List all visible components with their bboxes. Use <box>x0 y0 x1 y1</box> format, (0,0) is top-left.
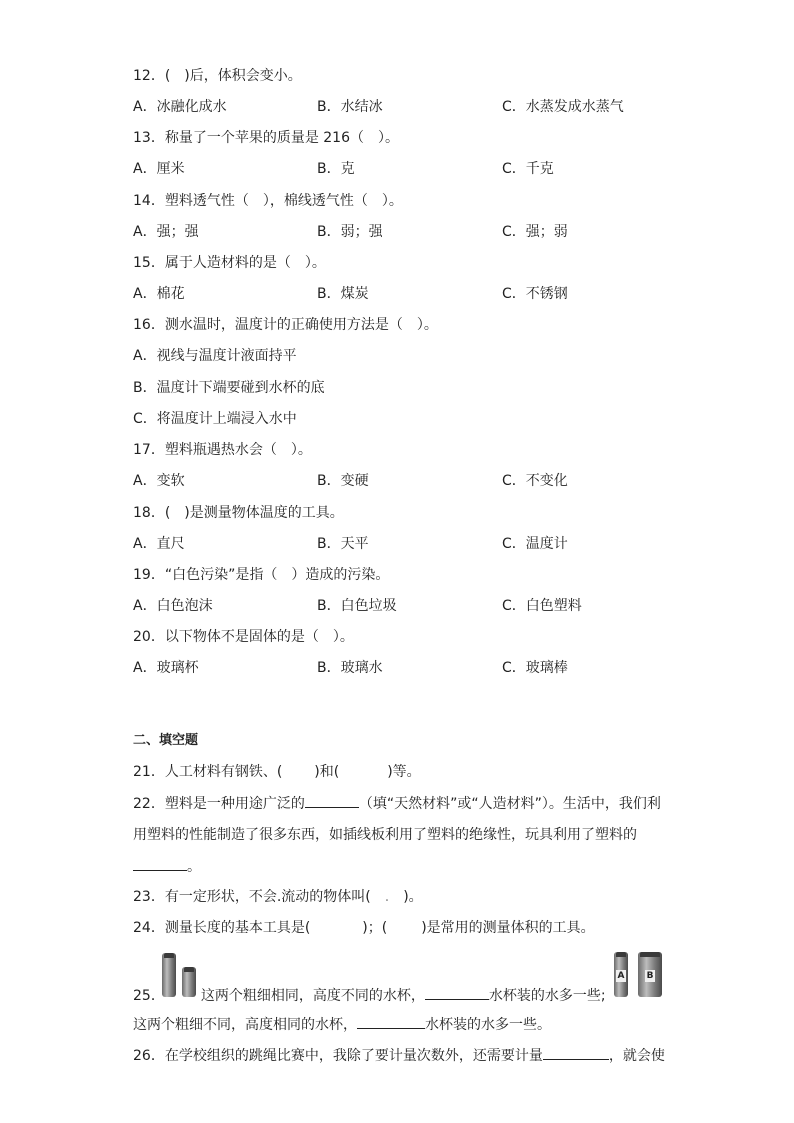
question-24 <box>133 918 595 938</box>
question-stem: 18．( )是测量物体温度的工具。 <box>133 505 344 521</box>
question-stem: 12．( )后，体积会变小。 <box>133 68 302 84</box>
question-stem: 14．塑料透气性（ ），棉线透气性（ ）。 <box>133 193 403 209</box>
question-text: )等。 <box>387 764 421 780</box>
section-heading: 二、填空题 <box>133 733 199 748</box>
option-c: C．不变化 <box>502 473 568 489</box>
question-text: 水杯装的水多一些; <box>488 988 606 1004</box>
question-text: 22．塑料是一种用途广泛的 <box>133 796 305 812</box>
option-a: A．强；强 <box>133 224 199 240</box>
option-c: C．千克 <box>502 161 554 177</box>
question-text: 这两个粗细不同，高度相同的水杯， <box>133 1017 357 1033</box>
question-text: )和( <box>314 764 340 780</box>
option-a: A．棉花 <box>133 286 185 302</box>
question-text: 23．有一定形状，不会.流动的物体叫( <box>133 889 371 905</box>
cup-label-b: B <box>646 971 654 981</box>
question-text: 这两个粗细相同，高度不同的水杯， <box>200 988 425 1004</box>
option-a: A．白色泡沫 <box>133 598 213 614</box>
blank-dot: . <box>384 889 390 905</box>
answer-blank <box>133 856 187 871</box>
question-text: 水杯装的水多一些。 <box>425 1017 551 1033</box>
option-c: C．温度计 <box>502 536 568 552</box>
answer-blank <box>357 1014 425 1029</box>
option-a: A．视线与温度计液面持平 <box>133 348 297 364</box>
question-text: )；( <box>362 920 388 936</box>
answer-blank <box>543 1045 609 1060</box>
question-text: 26．在学校组织的跳绳比赛中，我除了要计量次数外，还需要计量 <box>133 1048 543 1064</box>
question-text: （填“天然材料”或“人造材料”）。生活中，我们利 <box>358 796 661 812</box>
question-26 <box>133 1045 665 1066</box>
question-text: ，就会使 <box>608 1048 665 1064</box>
option-b: B．弱；强 <box>317 224 383 240</box>
thin-cup-a-image <box>614 952 628 997</box>
option-a: A．厘米 <box>133 161 185 177</box>
cup-label-a: A <box>617 971 625 981</box>
wide-cup-b-image <box>638 952 662 997</box>
option-b: B．煤炭 <box>317 286 369 302</box>
option-a: A．变软 <box>133 473 185 489</box>
option-b: B．天平 <box>317 536 369 552</box>
option-b: B．白色垃圾 <box>317 598 397 614</box>
question-text: 。 <box>187 859 201 875</box>
question-number: 25． <box>133 988 165 1004</box>
option-b: B．克 <box>317 161 355 177</box>
option-b: B．温度计下端要碰到水杯的底 <box>133 380 325 396</box>
option-c: C．水蒸发成水蒸气 <box>502 99 624 115</box>
question-stem: 17．塑料瓶遇热水会（ ）。 <box>133 442 312 458</box>
option-a: A．冰融化成水 <box>133 99 227 115</box>
option-b: B．变硬 <box>317 473 369 489</box>
option-b: B．玻璃水 <box>317 660 383 676</box>
option-b: B．水结冰 <box>317 99 383 115</box>
question-stem: 13．称量了一个苹果的质量是 216（ ）。 <box>133 130 399 146</box>
question-text: 用塑料的性能制造了很多东西，如插线板利用了塑料的绝缘性，玩具利用了塑料的 <box>133 827 637 843</box>
question-stem: 16．测水温时，温度计的正确使用方法是（ ）。 <box>133 317 438 333</box>
question-21 <box>133 762 421 782</box>
question-text: )是常用的测量体积的工具。 <box>421 920 595 936</box>
answer-blank <box>425 985 489 1000</box>
question-stem: 20．以下物体不是固体的是（ ）。 <box>133 629 354 645</box>
option-c: C．白色塑料 <box>502 598 582 614</box>
question-text: 21．人工材料有钢铁、( <box>133 764 283 780</box>
question-stem: 15．属于人造材料的是（ ）。 <box>133 255 326 271</box>
question-text: 24．测量长度的基本工具是( <box>133 920 311 936</box>
option-a: A．玻璃杯 <box>133 660 199 676</box>
question-23 <box>133 887 423 907</box>
question-text: )。 <box>403 889 423 905</box>
option-c: C．强；弱 <box>502 224 568 240</box>
option-a: A．直尺 <box>133 536 185 552</box>
option-c: C．不锈钢 <box>502 286 568 302</box>
option-c: C．将温度计上端浸入水中 <box>133 411 297 427</box>
question-stem: 19．“白色污染”是指（ ）造成的污染。 <box>133 567 390 583</box>
answer-blank <box>305 793 359 808</box>
option-c: C．玻璃棒 <box>502 660 568 676</box>
